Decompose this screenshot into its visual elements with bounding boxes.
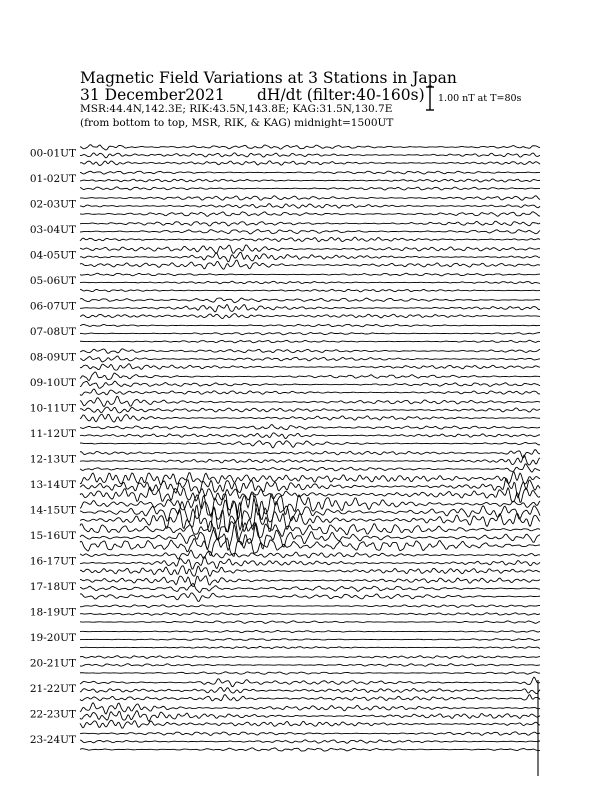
- trace-kag: [80, 732, 540, 736]
- hour-label: 14-15UT: [29, 504, 76, 517]
- hour-label: 12-13UT: [29, 453, 76, 466]
- trace-rik: [80, 583, 540, 592]
- hour-label: 16-17UT: [29, 555, 76, 568]
- trace-rik: [80, 153, 540, 158]
- trace-rik: [80, 557, 540, 569]
- trace-msr: [80, 695, 540, 701]
- trace-rik: [80, 407, 540, 413]
- trace-msr: [80, 593, 540, 602]
- trace-kag: [80, 425, 540, 430]
- trace-rik: [80, 356, 540, 362]
- trace-rik: [80, 333, 540, 335]
- chart-date: 31 December2021: [80, 86, 225, 104]
- trace-rik: [80, 204, 540, 208]
- trace-kag: [80, 196, 540, 200]
- trace-rik: [80, 639, 540, 641]
- trace-msr: [80, 621, 540, 623]
- trace-kag: [80, 298, 540, 303]
- trace-msr: [80, 289, 540, 292]
- trace-kag: [80, 703, 540, 714]
- trace-msr: [80, 464, 540, 472]
- trace-msr: [80, 672, 540, 674]
- hour-label: 21-22UT: [29, 683, 76, 695]
- trace-kag: [80, 677, 540, 686]
- trace-kag: [80, 396, 540, 406]
- trace-kag: [80, 605, 540, 608]
- hour-label: 19-20UT: [29, 632, 76, 644]
- trace-msr: [80, 314, 540, 319]
- hour-label: 05-06UT: [29, 275, 76, 287]
- hour-label: 04-05UT: [29, 249, 76, 262]
- trace-msr: [80, 212, 540, 217]
- trace-kag: [80, 221, 540, 226]
- trace-rik: [80, 664, 540, 667]
- trace-msr: [80, 364, 540, 370]
- trace-msr: [80, 646, 540, 648]
- hour-label: 03-04UT: [29, 224, 76, 236]
- trace-kag: [80, 450, 540, 458]
- trace-kag: [80, 245, 540, 254]
- hour-label: 09-10UT: [29, 377, 76, 389]
- chart-title: Magnetic Field Variations at 3 Stations in Japan: [80, 69, 457, 87]
- trace-msr: [80, 441, 540, 448]
- trace-msr: [80, 260, 540, 269]
- trace-rik: [80, 687, 540, 693]
- hour-label: 17-18UT: [29, 581, 76, 593]
- trace-msr: [80, 340, 540, 343]
- filter-label: dH/dt (filter:40-160s): [257, 86, 425, 104]
- hour-label: 00-01UT: [29, 147, 76, 160]
- trace-rik: [80, 711, 540, 722]
- trace-kag: [80, 324, 540, 326]
- hour-label: 22-23UT: [29, 708, 76, 721]
- trace-kag: [80, 372, 540, 381]
- station-coordinates: MSR:44.4N,142.3E; RIK:43.5N,143.8E; KAG:31.5N,130.7E: [80, 103, 393, 115]
- trace-msr: [80, 748, 540, 751]
- trace-kag: [80, 494, 540, 519]
- scale-bar-label: 1.00 nT at T=80s: [438, 93, 522, 104]
- hour-label-group: [30, 148, 76, 747]
- hour-label: 01-02UT: [29, 173, 76, 185]
- station-order-note: (from bottom to top, MSR, RIK, & KAG) midnight=1500UT: [80, 117, 394, 129]
- trace-rik: [80, 179, 540, 182]
- trace-rik: [80, 613, 540, 616]
- hour-label: 10-11UT: [29, 402, 76, 415]
- trace-rik: [80, 304, 540, 312]
- trace-rik: [80, 252, 540, 261]
- trace-msr: [80, 487, 540, 502]
- hour-label: 07-08UT: [29, 326, 76, 338]
- trace-rik: [80, 455, 540, 465]
- trace-rik: [80, 381, 540, 388]
- trace-kag: [80, 550, 540, 559]
- hour-label: 08-09UT: [29, 351, 76, 364]
- hour-label: 23-24UT: [29, 734, 76, 746]
- trace-msr: [80, 389, 540, 395]
- trace-rik: [80, 433, 540, 439]
- trace-rik: [80, 230, 540, 234]
- trace-group: [80, 145, 540, 776]
- hour-label: 06-07UT: [29, 300, 76, 313]
- trace-kag: [80, 472, 540, 485]
- trace-kag: [80, 349, 540, 353]
- hour-label: 11-12UT: [29, 428, 76, 440]
- trace-kag: [80, 145, 540, 150]
- trace-msr: [80, 538, 540, 556]
- trace-kag: [80, 576, 540, 587]
- trace-msr: [80, 237, 540, 241]
- hour-label: 18-19UT: [29, 606, 76, 619]
- trace-rik: [80, 281, 540, 284]
- trace-msr: [80, 187, 540, 190]
- trace-kag: [80, 630, 540, 632]
- hour-label: 02-03UT: [29, 198, 76, 211]
- hour-label: 20-21UT: [29, 657, 76, 670]
- hour-label: 13-14UT: [29, 479, 76, 491]
- trace-msr: [80, 566, 540, 577]
- trace-kag: [80, 656, 540, 659]
- trace-msr: [80, 503, 540, 532]
- trace-kag: [80, 273, 540, 276]
- trace-kag: [80, 171, 540, 174]
- trace-msr: [80, 161, 540, 166]
- hour-label: 15-16UT: [29, 530, 76, 542]
- trace-msr: [80, 414, 540, 422]
- trace-rik: [80, 740, 540, 743]
